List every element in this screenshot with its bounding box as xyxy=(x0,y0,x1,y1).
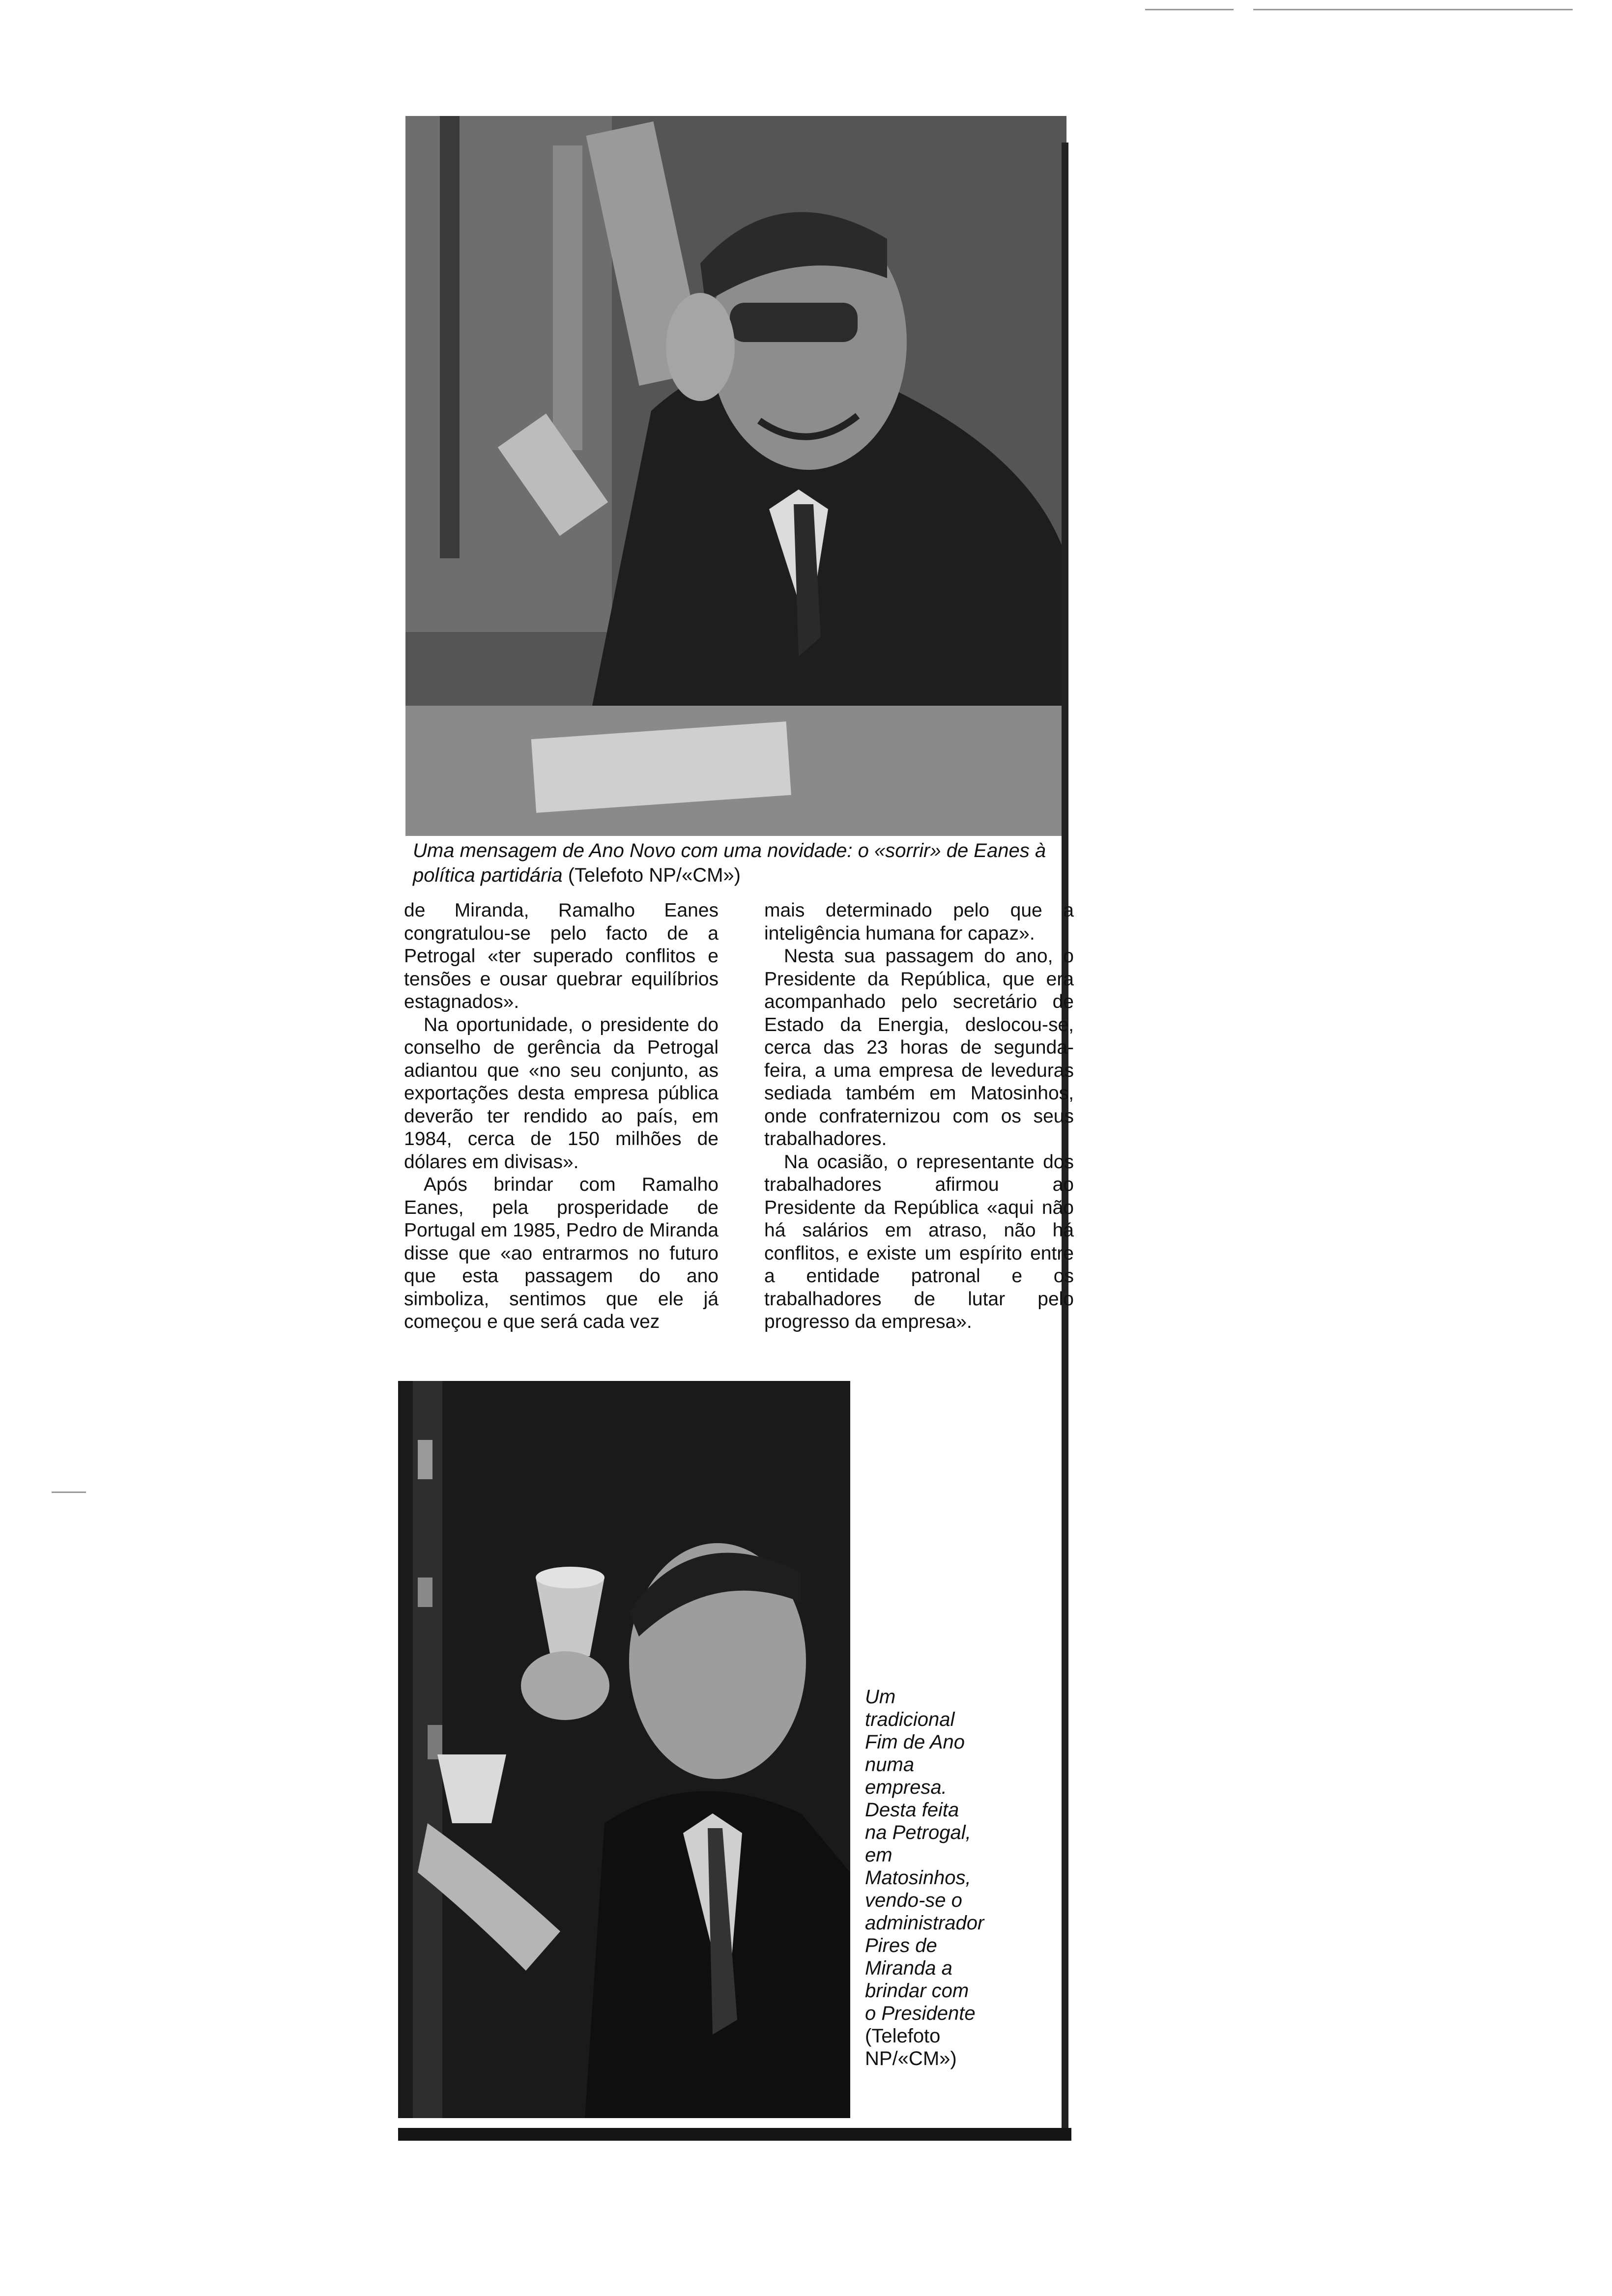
right-paragraph-2: Nesta sua passagem do ano, o Presidente da República, que era acompanhado pelo secretário de Estado da Energia, deslocou-se, cerca das 23 horas de segunda-feira, a uma empresa de leveduras sediada também em Matosinhos, onde confraternizou com os seus trabalhadores. xyxy=(764,946,1074,1149)
left-paragraph-3: Após brindar com Ramalho Eanes, pela prosperidade de Portugal em 1985, Pedro de Miranda disse que «ao entrarmos no futuro que esta passagem do ano simboliza, sentimos que ele já começou e que será cada vez xyxy=(404,1174,719,1332)
scan-mark xyxy=(1253,9,1573,10)
article-column-left xyxy=(404,899,719,1334)
top-photo-eanes-smiling xyxy=(405,116,1066,836)
left-paragraph-2: Na oportunidade, o presidente do conselho de gerência da Petrogal adiantou que «no seu conjunto, as exportações desta empresa pública deverão ter rendido ao país, em 1984, cerca de 150 milhões de dólares em divisas». xyxy=(404,1014,719,1173)
scan-mark xyxy=(1145,9,1234,10)
bottom-photo-toast xyxy=(398,1381,850,2118)
bottom-photo-caption xyxy=(865,1686,983,2070)
bottom-caption-credit: (Telefoto NP/«CM») xyxy=(865,2025,957,2069)
frame-bottom-border xyxy=(398,2128,1071,2141)
top-caption-credit: (Telefoto NP/«CM») xyxy=(568,864,741,886)
right-paragraph-1: mais determinado pelo que a inteligência humana for capaz». xyxy=(764,900,1074,944)
article-column-right xyxy=(764,899,1074,1334)
right-paragraph-3: Na ocasião, o representante dos trabalhadores afirmou ao Presidente da República «aqui não há salários em atraso, não há conflitos, e existe um espírito entre a entidade patronal e os trabalhadores de lutar pelo progresso da empresa». xyxy=(764,1151,1074,1332)
scan-mark xyxy=(52,1492,86,1493)
left-paragraph-1: de Miranda, Ramalho Eanes congratulou-se pelo facto de a Petrogal «ter superado conflitos e tensões e ousar quebrar equilíbrios estagnados». xyxy=(404,900,719,1012)
bottom-caption-text: Um tradicional Fim de Ano numa empresa. Desta feita na Petrogal, em Matosinhos, vendo-se o administrador Pires de Miranda a brindar com o Presidente xyxy=(865,1686,984,2024)
top-photo-caption xyxy=(413,838,1062,888)
top-caption-text: Uma mensagem de Ano Novo com uma novidade: o «sorrir» de Eanes à política partidária xyxy=(413,840,1046,886)
